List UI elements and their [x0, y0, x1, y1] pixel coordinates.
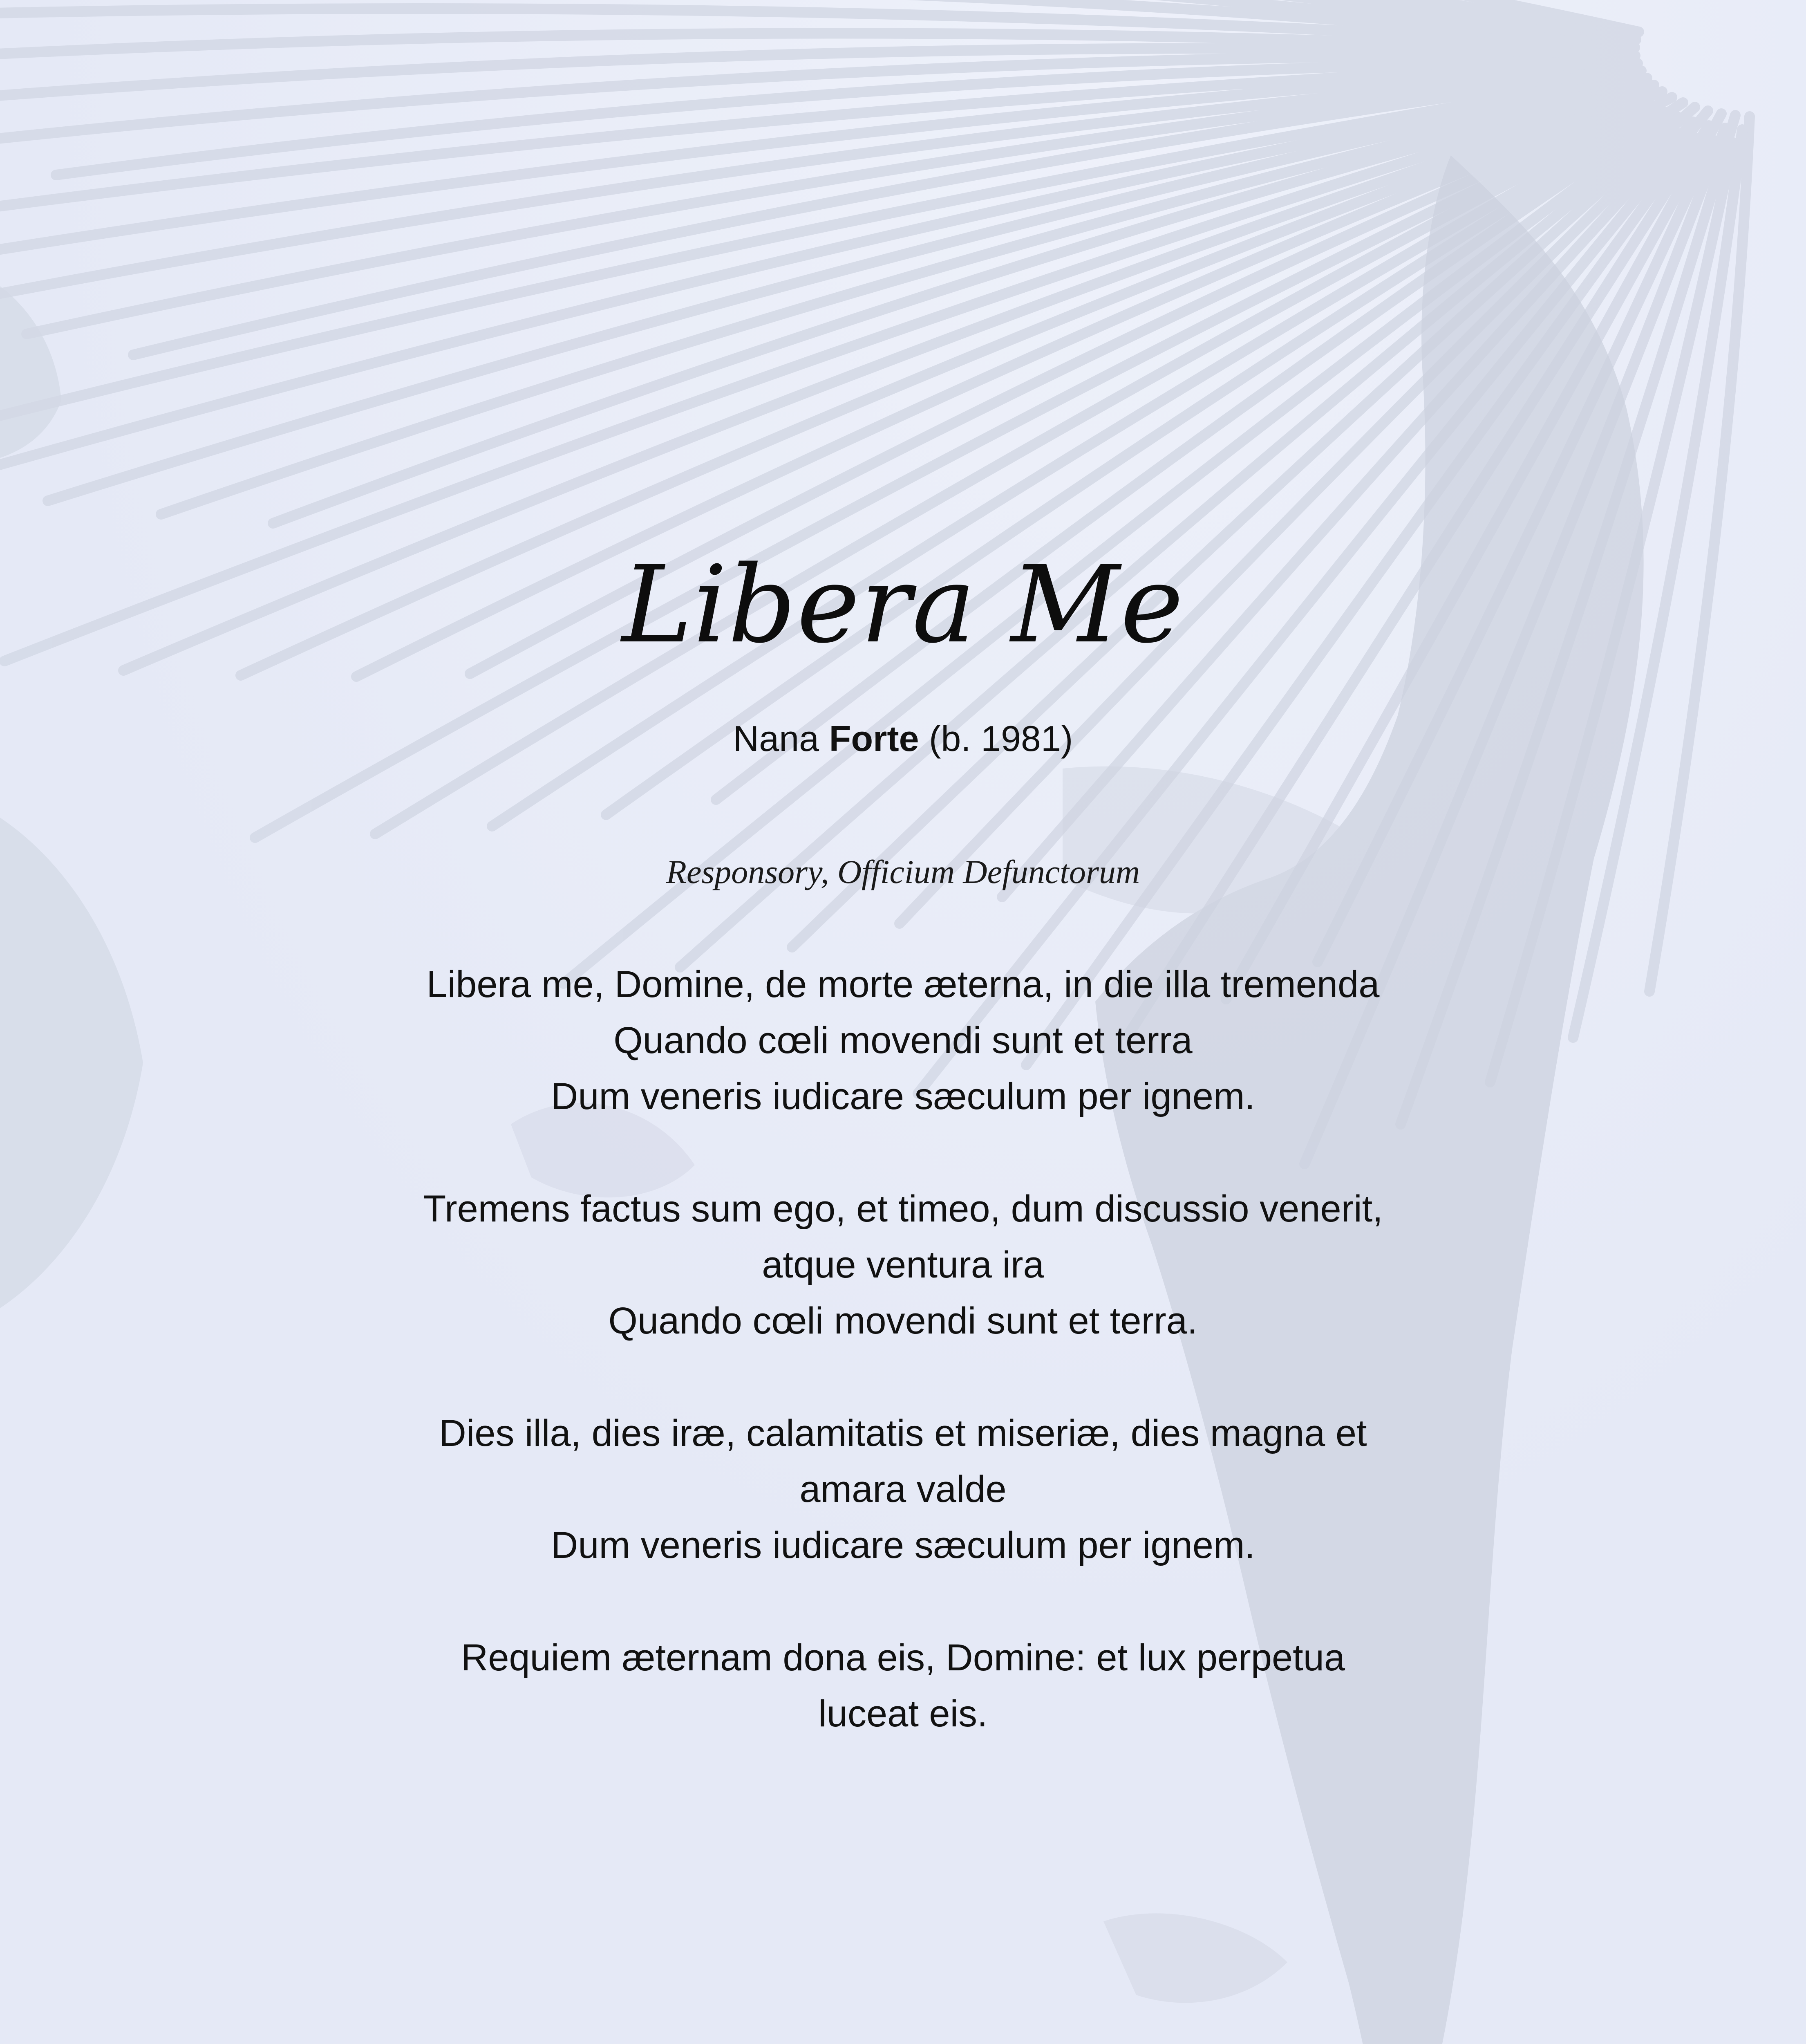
lyric-line: Quando cœli movendi sunt et terra	[613, 1020, 1193, 1061]
lyric-line: atque ventura ira	[762, 1244, 1044, 1286]
composer-credit	[0, 716, 1806, 761]
composer-last-name: Forte	[829, 718, 919, 759]
lyric-line: Dum veneris iudicare sæculum per ignem.	[551, 1524, 1255, 1566]
lyric-line: Dum veneris iudicare sæculum per ignem.	[551, 1076, 1255, 1117]
lyric-line: Requiem æternam dona eis, Domine: et lux perpetua	[461, 1637, 1345, 1679]
stanza	[331, 957, 1475, 1125]
lyrics	[0, 957, 1806, 1798]
composer-dates: (b. 1981)	[919, 718, 1073, 759]
lyric-line: Libera me, Domine, de morte æterna, in die illa tremenda	[426, 964, 1380, 1005]
lyric-line: luceat eis.	[818, 1693, 988, 1735]
stanza	[331, 1405, 1475, 1573]
lyric-line: Quando cœli movendi sunt et terra.	[608, 1300, 1198, 1342]
composer-first-name: Nana	[733, 718, 829, 759]
lyric-line: Dies illa, dies iræ, calamitatis et miseriæ, dies magna et	[439, 1412, 1367, 1454]
stanza	[331, 1630, 1475, 1742]
text-source: Responsory, Officium Defunctorum	[666, 853, 1140, 890]
stanza	[331, 1181, 1475, 1349]
lyric-line: amara valde	[799, 1468, 1007, 1510]
page-title: Libera Me	[622, 543, 1184, 667]
lyric-line: Tremens factus sum ego, et timeo, dum discussio venerit,	[423, 1188, 1383, 1230]
